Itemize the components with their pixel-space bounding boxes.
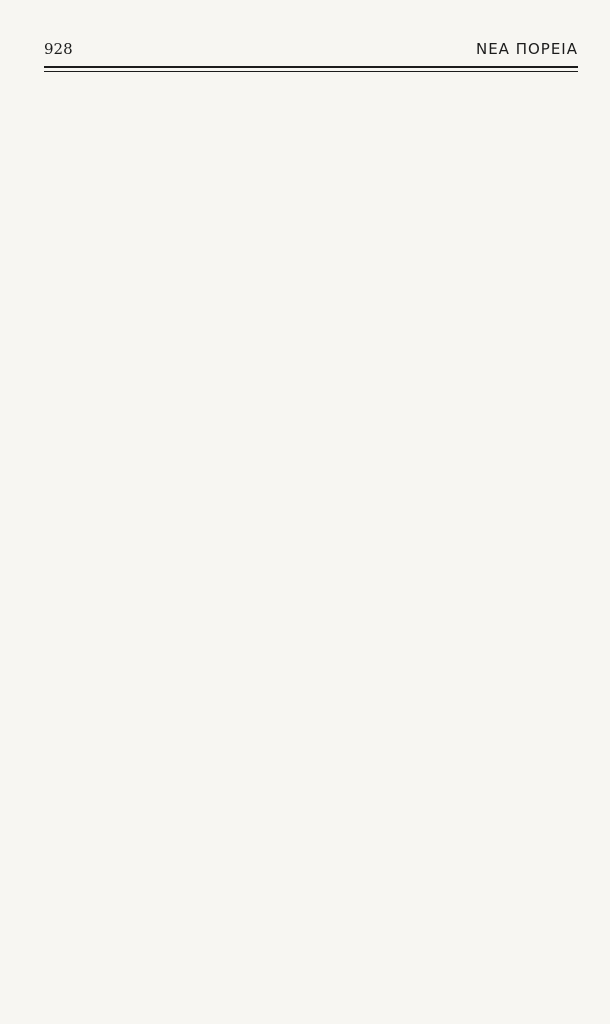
left-column [44,90,304,990]
header-rule-thick [44,66,578,68]
running-title: ΝΕΑ ΠΟΡΕΙΑ [475,40,578,58]
right-column [318,90,578,990]
page-header [44,40,578,58]
page-number: 928 [44,40,73,58]
header-rule-thin [44,71,578,72]
